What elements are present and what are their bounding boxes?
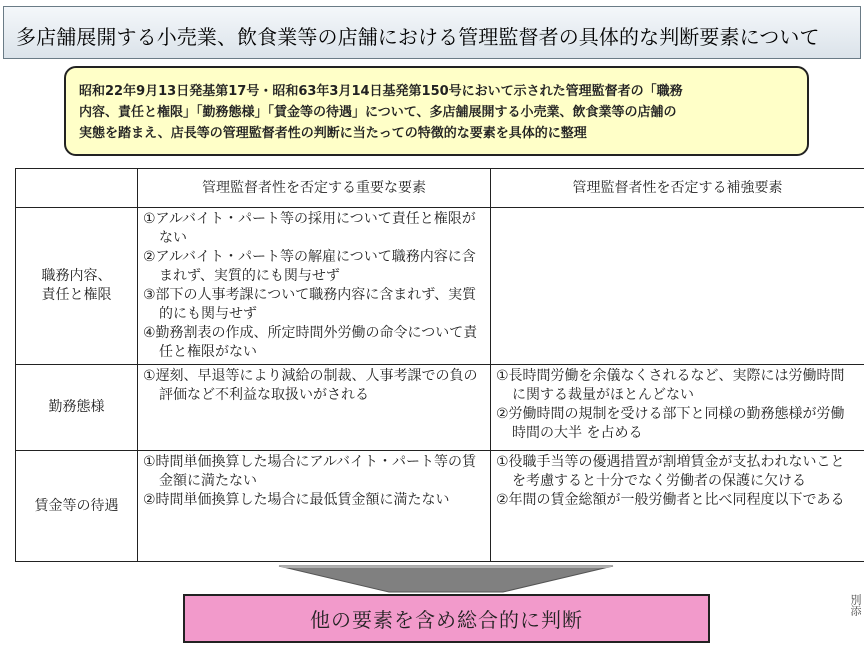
row-label-line: 職務内容、 [41, 268, 112, 284]
list-item: ①役職手当等の優遇措置が割増賃金が支払われないことを考慮すると十分でなく労働者の保護に欠ける [496, 454, 845, 489]
summary-line: 内容、責任と権限」「勤務態様」「賃金等の待遇」について、多店舗展開する小売業、飲食業等の店舗の [79, 105, 677, 120]
supplementary-cell [491, 365, 864, 451]
conclusion-box [183, 594, 710, 643]
list-item: ①時間単価換算した場合にアルバイト・パート等の賃金額に満たない [143, 454, 477, 489]
criteria-table [15, 168, 864, 562]
page-title: 多店舗展開する小売業、飲食業等の店舗における管理監督者の具体的な判断要素について [16, 25, 820, 49]
list-item: ②時間単価換算した場合に最低賃金額に満たない [143, 492, 450, 508]
important-cell [138, 365, 491, 451]
list-item: ②年間の賃金総額が一般労働者と比べ同程度以下である [496, 492, 845, 508]
summary-line: 実態を踏まえ、店長等の管理監督者性の判断に当たっての特徴的な要素を具体的に整理 [79, 126, 587, 141]
list-item: ①長時間労働を余儀なくされるなど、実際には労働時間に関する裁量がほとんどない [496, 368, 845, 403]
supplementary-cell [491, 208, 864, 365]
title-banner [3, 6, 861, 59]
row-label-wages [16, 451, 138, 562]
list-item: ①アルバイト・パート等の採用について責任と権限がない [143, 211, 476, 246]
conclusion-text: 他の要素を含め総合的に判断 [310, 608, 583, 632]
important-cell [138, 208, 491, 365]
list-item: ④勤務割表の作成、所定時間外労働の命令について責任と権限がない [143, 325, 478, 360]
important-cell [138, 451, 491, 562]
side-note: 別添 [849, 594, 862, 616]
row-label-line: 賃金等の待遇 [34, 497, 119, 514]
row-label-duties [16, 208, 138, 365]
table-row [16, 208, 864, 365]
table-row [16, 451, 864, 562]
summary-box [64, 66, 809, 156]
table-row [16, 365, 864, 451]
header-corner-cell [16, 169, 138, 208]
down-arrow-icon [278, 565, 614, 593]
list-item: ②労働時間の規制を受ける部下と同様の勤務態様が労働時間の大半 を占める [496, 406, 845, 441]
header-supplementary: 管理監督者性を否定する補強要素 [491, 169, 864, 208]
list-item: ②アルバイト・パート等の解雇について職務内容に含まれず、実質的にも関与せず [143, 249, 476, 284]
table-header-row [16, 169, 864, 208]
list-item: ③部下の人事考課について職務内容に含まれず、実質的にも関与せず [143, 287, 477, 322]
list-item: ①遅刻、早退等により減給の制裁、人事考課での負の評価など不利益な取扱いがされる [143, 368, 478, 403]
row-label-line: 責任と権限 [41, 287, 112, 303]
summary-line: 昭和22年9月13日発基第17号・昭和63年3月14日基発第150号において示された管理監督者の「職務 [79, 84, 683, 99]
supplementary-cell [491, 451, 864, 562]
row-label-line: 勤務態様 [48, 399, 105, 415]
header-important: 管理監督者性を否定する重要な要素 [138, 169, 491, 208]
row-label-work-style [16, 365, 138, 451]
